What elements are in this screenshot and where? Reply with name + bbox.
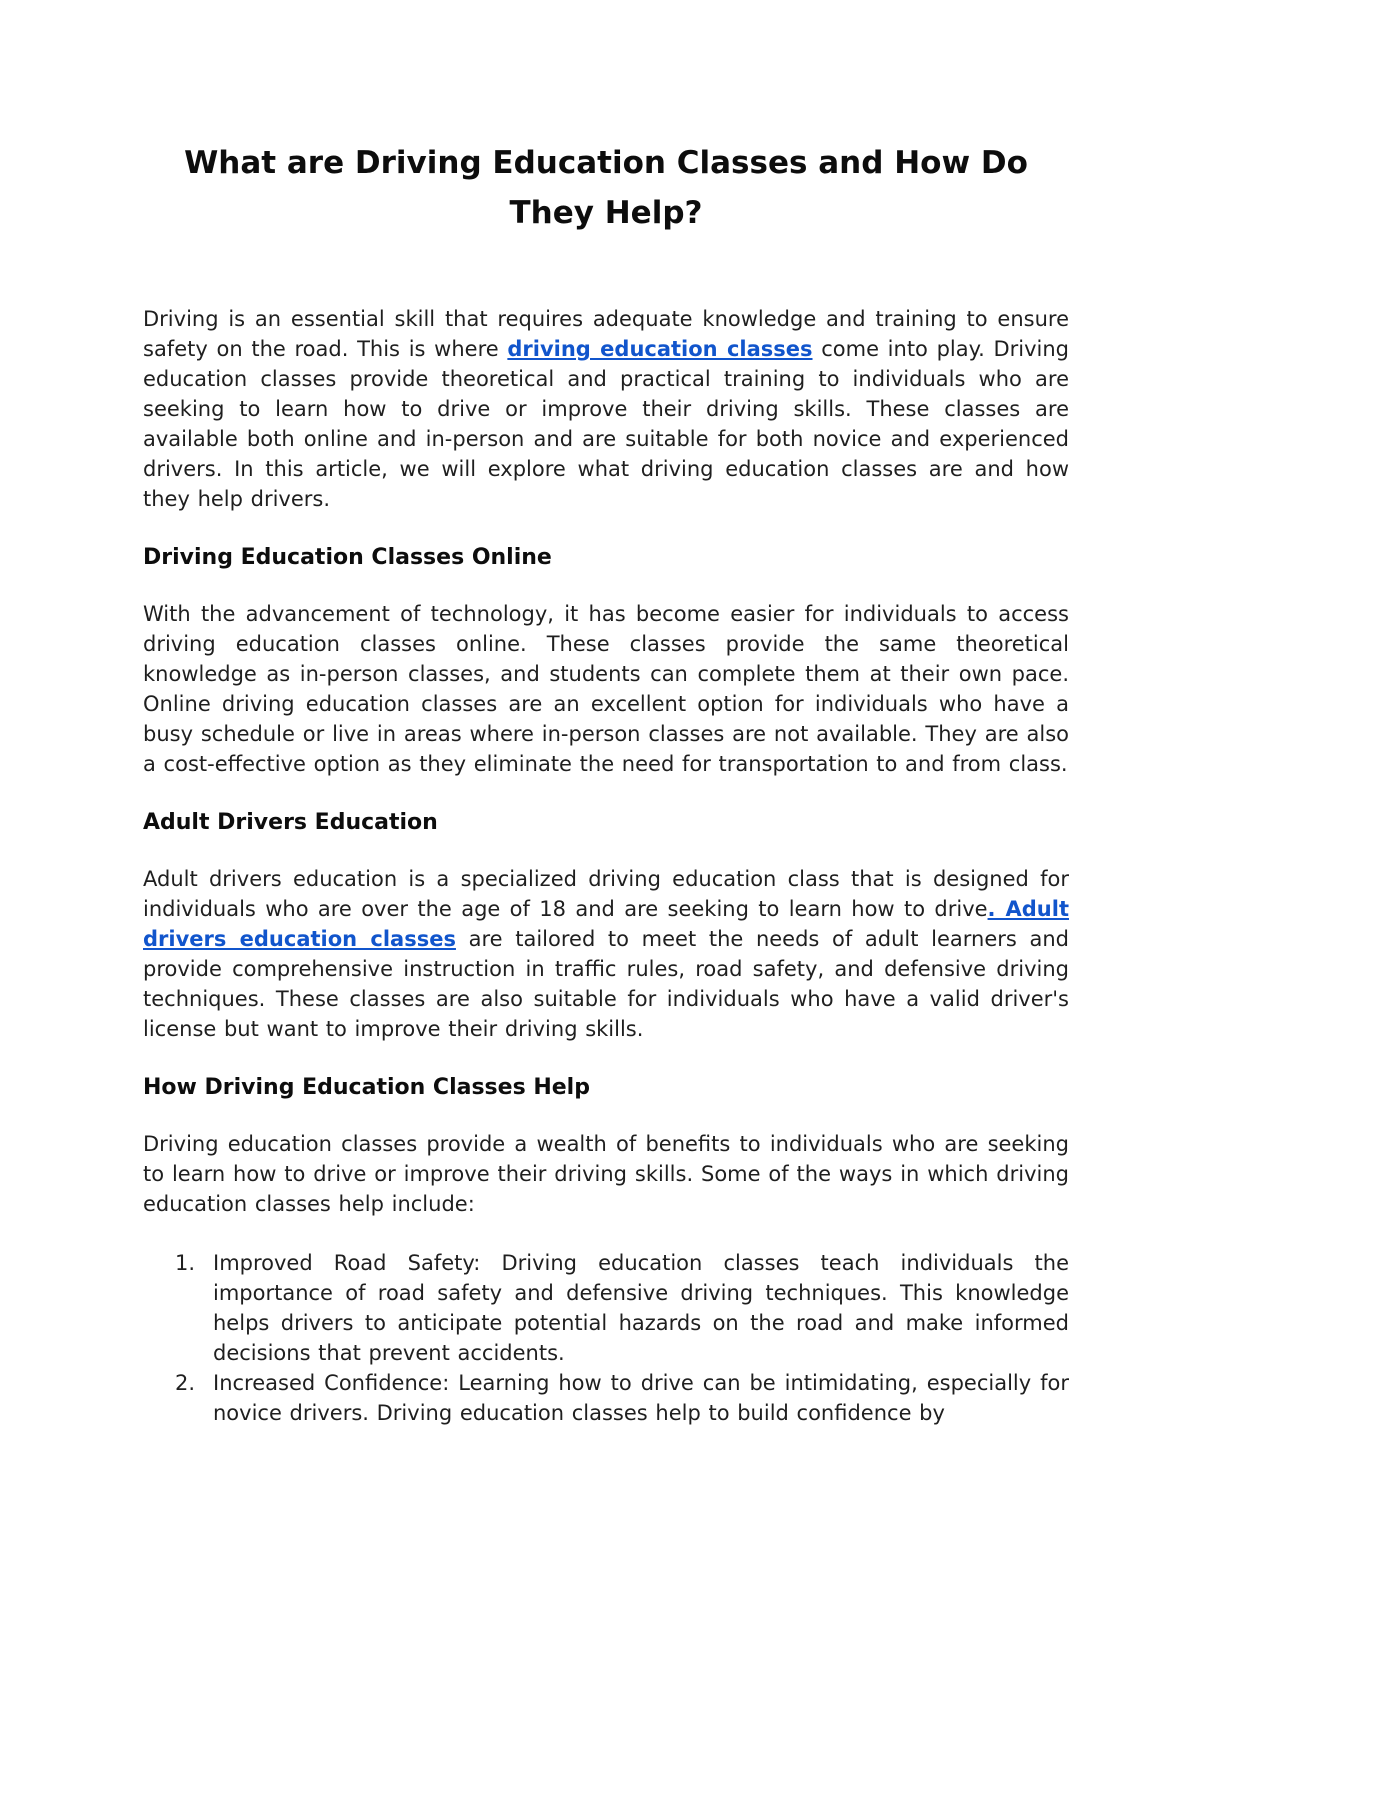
intro-paragraph [143, 304, 1069, 514]
adult-drivers-education-classes-link[interactable]: . Adult drivers education classes [143, 897, 1069, 951]
list-item-text: Improved Road Safety: Driving education classes teach individuals the importance of road safety and defensive driving techniques. This knowledge helps drivers to anticipate potential hazards on the road and make informed decisions that prevent accidents. [213, 1251, 1069, 1365]
section-heading-adult-education: Adult Drivers Education [143, 810, 438, 835]
adult-education-text-before: Adult drivers education is a specialized driving education class that is designed for individuals who are over the age of 18 and are seeking to learn how to drive [143, 867, 1069, 921]
adult-education-paragraph [143, 864, 1069, 1044]
list-item [143, 1248, 1069, 1368]
page-title: What are Driving Education Classes and How Do They Help? [184, 145, 1028, 231]
online-classes-paragraph: With the advancement of technology, it has become easier for individuals to access driving education classes online. These classes provide the same theoretical knowledge as in-person classes, and students can complete them at their own pace. Online driving education classes are an excellent option for individuals who have a busy schedule or live in areas where in-person classes are not available. They are also a cost-effective option as they eliminate the need for transportation to and from class. [143, 602, 1069, 776]
list-item-text: Increased Confidence: Learning how to drive can be intimidating, especially for novice drivers. Driving education classes help to build confidence by [213, 1371, 1069, 1425]
how-classes-help-paragraph: Driving education classes provide a wealth of benefits to individuals who are seeking to learn how to drive or improve their driving skills. Some of the ways in which driving education classes help include: [143, 1132, 1069, 1216]
section-heading-online-classes: Driving Education Classes Online [143, 545, 552, 570]
list-item [143, 1368, 1069, 1428]
benefits-numbered-list [143, 1248, 1069, 1428]
section-heading-how-classes-help: How Driving Education Classes Help [143, 1075, 590, 1100]
adult-education-text-after: are tailored to meet the needs of adult learners and provide comprehensive instruction in traffic rules, road safety, and defensive driving techniques. These classes are also suitable for individuals who have a valid driver's license but want to improve their driving skills. [143, 927, 1069, 1041]
list-item-number: 2. [175, 1371, 196, 1395]
intro-text-before: Driving is an essential skill that requires adequate knowledge and training to ensure safety on the road. This is where [143, 307, 1069, 361]
list-item-number: 1. [175, 1251, 196, 1275]
driving-education-classes-link[interactable]: driving education classes [507, 337, 813, 361]
document-page [143, 138, 1069, 1428]
intro-text-after: come into play. Driving education classes provide theoretical and practical training to individuals who are seeking to learn how to drive or improve their driving skills. These classes are available both online and in-person and are suitable for both novice and experienced drivers. In this article, we will explore what driving education classes are and how they help drivers. [143, 337, 1069, 511]
